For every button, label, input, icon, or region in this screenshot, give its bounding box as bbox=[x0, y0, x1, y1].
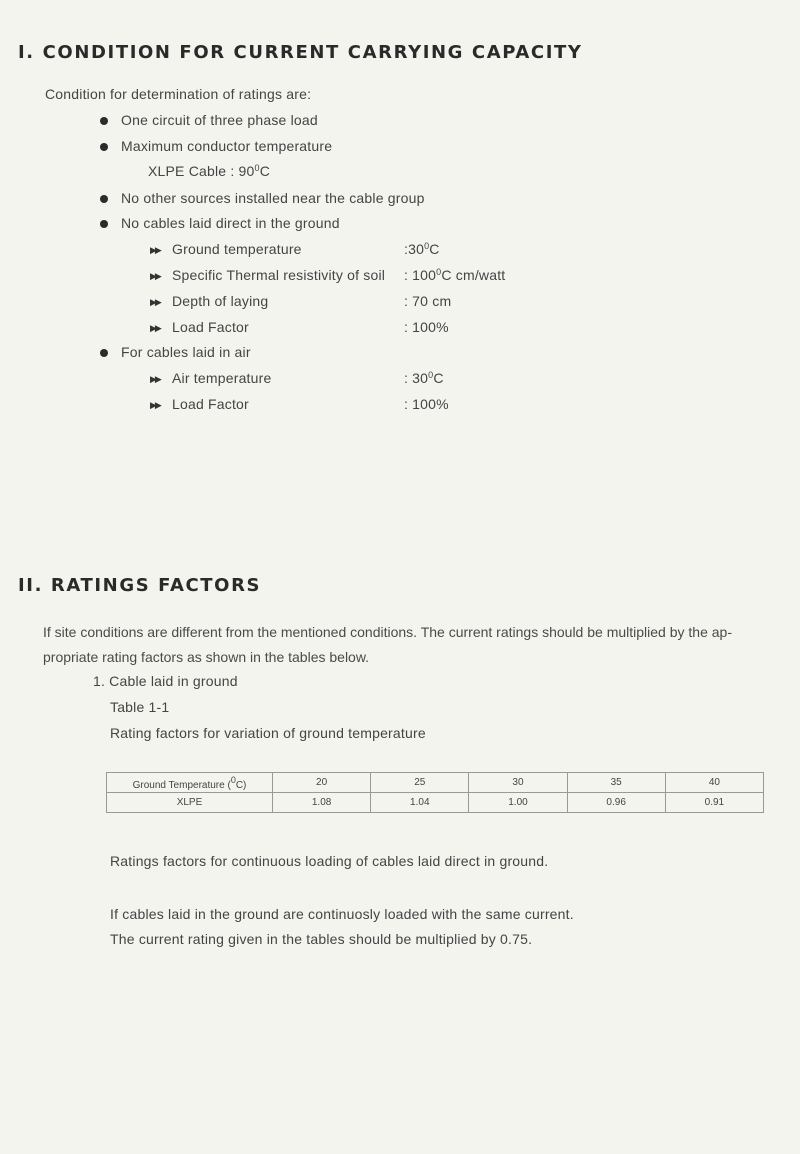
air-temp-label: Air temperature bbox=[172, 370, 272, 386]
table-header-cell: Ground Temperature ($^0$C) bbox=[107, 773, 273, 793]
air-load-factor-value: : 100% bbox=[404, 396, 449, 412]
double-arrow-icon: ▶▶ bbox=[150, 323, 160, 333]
table-cell: 0.96 bbox=[567, 793, 665, 813]
ground-temp-value: $:30^0C$ bbox=[404, 241, 440, 257]
table-cell: 25 bbox=[371, 773, 469, 793]
air-temp-value: : $30^0C$ bbox=[404, 370, 444, 386]
thermal-resistivity-value: : $100^0C$ cm/watt bbox=[404, 267, 506, 283]
double-arrow-icon: ▶▶ bbox=[150, 374, 160, 384]
depth-value: : 70 cm bbox=[404, 293, 452, 309]
table-label: Table 1-1 bbox=[110, 699, 170, 715]
continuous-loading-line-2: The current rating given in the tables should be multiplied by 0.75. bbox=[110, 931, 533, 947]
table-cell: 20 bbox=[273, 773, 371, 793]
bullet-icon bbox=[100, 195, 108, 203]
table-cell: 1.04 bbox=[371, 793, 469, 813]
continuous-loading-line-1: If cables laid in the ground are continuosly loaded with the same current. bbox=[110, 906, 574, 922]
ratings-intro-line-2: propriate rating factors as shown in the tables below. bbox=[43, 649, 370, 665]
ground-temp-label: Ground temperature bbox=[172, 241, 302, 257]
section-1-heading: I. CONDITION FOR CURRENT CARRYING CAPACITY bbox=[18, 42, 583, 63]
table-cell: 35 bbox=[567, 773, 665, 793]
depth-label: Depth of laying bbox=[172, 293, 269, 309]
table-row bbox=[107, 793, 764, 813]
continuous-loading-title: Ratings factors for continuous loading of cables laid direct in ground. bbox=[110, 853, 549, 869]
xlpe-cable-temp: XLPE Cable : $90^0C$ bbox=[148, 163, 271, 179]
table-cell: 1.08 bbox=[273, 793, 371, 813]
double-arrow-icon: ▶▶ bbox=[150, 271, 160, 281]
ground-temperature-rating-table bbox=[106, 772, 764, 813]
bullet-cables-ground: No cables laid direct in the ground bbox=[121, 215, 340, 231]
ratings-intro-line-1: If site conditions are different from the mentioned conditions. The current ratings should be multiplied by the ap- bbox=[43, 624, 732, 640]
bullet-icon bbox=[100, 349, 108, 357]
bullet-icon bbox=[100, 117, 108, 125]
double-arrow-icon: ▶▶ bbox=[150, 245, 160, 255]
table-cell: 40 bbox=[665, 773, 763, 793]
section-2-heading: II. RATINGS FACTORS bbox=[18, 575, 262, 596]
table-row bbox=[107, 773, 764, 793]
load-factor-label: Load Factor bbox=[172, 319, 249, 335]
air-load-factor-label: Load Factor bbox=[172, 396, 249, 412]
table-cell: 30 bbox=[469, 773, 567, 793]
bullet-icon bbox=[100, 143, 108, 151]
double-arrow-icon: ▶▶ bbox=[150, 297, 160, 307]
thermal-resistivity-label: Specific Thermal resistivity of soil bbox=[172, 267, 386, 283]
bullet-icon bbox=[100, 220, 108, 228]
load-factor-value: : 100% bbox=[404, 319, 449, 335]
bullet-one-circuit: One circuit of three phase load bbox=[121, 112, 318, 128]
item-cable-laid-ground: 1. Cable laid in ground bbox=[93, 673, 238, 689]
bullet-cables-air: For cables laid in air bbox=[121, 344, 251, 360]
table-cell: 1.00 bbox=[469, 793, 567, 813]
bullet-no-other-sources: No other sources installed near the cable group bbox=[121, 190, 425, 206]
table-caption: Rating factors for variation of ground temperature bbox=[110, 725, 426, 741]
intro-text: Condition for determination of ratings are: bbox=[45, 86, 312, 102]
bullet-max-temp: Maximum conductor temperature bbox=[121, 138, 333, 154]
table-header-cell: XLPE bbox=[107, 793, 273, 813]
double-arrow-icon: ▶▶ bbox=[150, 400, 160, 410]
table-cell: 0.91 bbox=[665, 793, 763, 813]
ratings-intro-paragraph bbox=[43, 620, 763, 670]
